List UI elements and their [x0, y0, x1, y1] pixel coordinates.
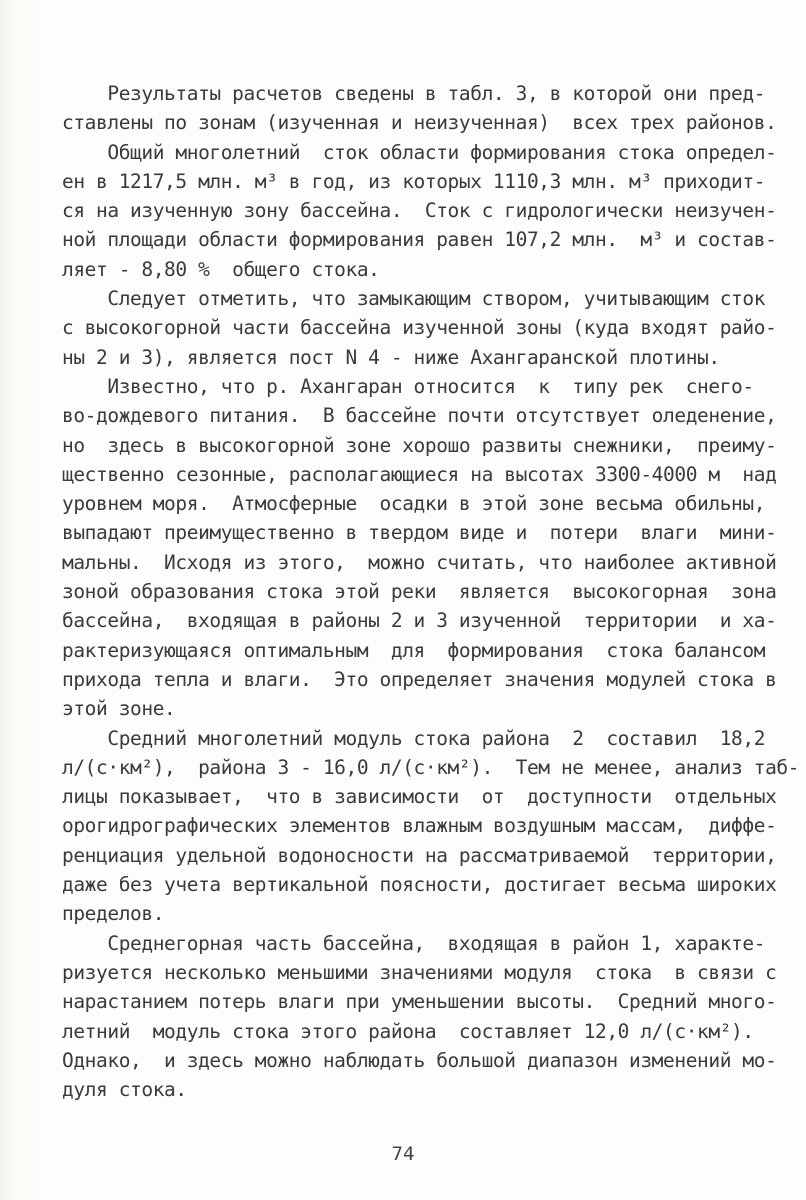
text-line: Следует отметить, что замыкающим створом, учитывающим сток: [62, 287, 766, 311]
text-line: во-дождевого питания. В бассейне почти отсутствует оледенение,: [62, 404, 777, 428]
text-line: Среднегорная часть бассейна, входящая в район 1, характе-: [62, 931, 766, 955]
text-line: но здесь в высокогорной зоне хорошо развиты снежники, преиму-: [62, 433, 777, 457]
page-number: 74: [391, 1143, 415, 1165]
paragraph: [62, 79, 792, 138]
text-line: Общий многолетний сток области формирования стока определ-: [62, 140, 777, 164]
text-line: Результаты расчетов сведены в табл. 3, в которой они пред-: [62, 82, 766, 105]
text-line: л/(с·км²), района 3 - 16,0 л/(с·км²). Тем не менее, анализ таб-: [62, 755, 800, 779]
text-line: выпадают преимущественно в твердом виде и потери влаги мини-: [62, 521, 777, 545]
paragraph: [62, 724, 800, 929]
text-line: даже без учета вертикальной поясности, достигает весьма широких: [62, 873, 777, 897]
text-line: ризуется несколько меньшими значениями модуля стока в связи с: [62, 960, 777, 984]
text-line: лицы показывает, что в зависимости от доступности отдельных: [62, 785, 777, 809]
text-line: Средний многолетний модуль стока района 2 составил 18,2: [62, 726, 766, 750]
paragraph: [62, 284, 792, 372]
text-line: ны 2 и 3), является пост N 4 - ниже Ахангаранской плотины.: [62, 345, 720, 369]
text-line: ставлены по зонам (изученная и неизученная) всех трех районов.: [62, 111, 777, 135]
text-line: ен в 1217,5 млн. м³ в год, из которых 1110,3 млн. м³ приходит-: [62, 169, 766, 193]
text-line: ся на изученную зону бассейна. Сток с гидрологически неизучен-: [62, 199, 777, 223]
text-line: зоной образования стока этой реки является высокогорная зона: [62, 580, 777, 604]
body-text: [62, 79, 800, 1104]
text-line: щественно сезонные, располагающиеся на высотах 3300-4000 м над: [62, 462, 777, 486]
paragraph: [62, 138, 792, 284]
text-line: орогидрографических элементов влажным воздушным массам, диффе-: [62, 814, 777, 838]
text-line: нарастанием потерь влаги при уменьшении высоты. Средний много-: [62, 990, 777, 1014]
text-line: дуля стока.: [62, 1078, 187, 1102]
text-line: ной площади области формирования равен 107,2 млн. м³ и состав-: [62, 228, 777, 252]
text-line: с высокогорной части бассейна изученной зоны (куда входят райо-: [62, 316, 777, 340]
text-line: прихода тепла и влаги. Это определяет значения модулей стока в: [62, 667, 777, 691]
paragraph: [62, 929, 792, 1105]
text-line: этой зоне.: [62, 697, 176, 721]
text-line: ренциация удельной водоносности на рассматриваемой территории,: [62, 843, 777, 867]
text-line: Однако, и здесь можно наблюдать большой диапазон изменений мо-: [62, 1048, 777, 1072]
text-line: ляет - 8,80 % общего стока.: [62, 257, 380, 281]
text-line: мальны. Исходя из этого, можно считать, что наиболее активной: [62, 550, 777, 574]
text-line: бассейна, входящая в районы 2 и 3 изученной территории и ха-: [62, 609, 777, 633]
text-line: Известно, что р. Ахангаран относится к типу рек снего-: [62, 374, 754, 398]
text-line: уровнем моря. Атмосферные осадки в этой зоне весьма обильны,: [62, 492, 766, 516]
paragraph: [62, 372, 792, 724]
text-line: летний модуль стока этого района составляет 12,0 л/(с·км²).: [62, 1019, 754, 1043]
text-line: пределов.: [62, 902, 165, 926]
text-line: рактеризующаяся оптимальным для формирования стока балансом: [62, 638, 766, 662]
